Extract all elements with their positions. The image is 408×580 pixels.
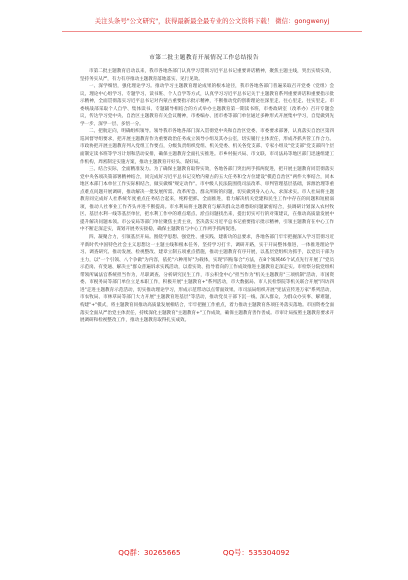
document-title: 市第二批主题教育开展情况工作总结报告	[149, 55, 259, 61]
paragraph-intro: 市第二批主题教育启动以来，我市各地各部门认真学习贯彻习近平总书记重要讲话精神，聚焦主题主线，突出实绩实效，坚持务实从严，有力有序推动主题教育落地落实、见行见效。	[80, 69, 334, 82]
qq-number-text: QQ号：535304092	[222, 548, 290, 557]
paragraph-section-1: 一、深学细悟，强化理论学习。推动学习主题教育理论成果的根本途径，我市各地各部门普遍采取召开党委（党组）会议、理论中心组学习、专题学习、读书班、个人自学等方式，认真学习习近平总书记关于主题教育系列重要讲话和重要指示批示精神，全面贯彻落实习近平总书记对内蒙古重要指示批示精神，不断推动党的创新理论往深里走、往心里走、往实里走。市委统战部采取个人自学、集体读书、专题辅导相结合的方式举办主题教育第一期读书班，市委政研室（改革办）召开专题会议，传达学习党中央、自治区主题教育有关会议精神，市委编办、团市委等部门单位通过多种形式开展集中学习，自觉做到先学一步、深学一层、多悟一分。	[80, 84, 334, 127]
banner-divider	[62, 31, 362, 32]
paragraph-section-4: 四、凝聚合力，引领基层开局。围绕学思想、强党性、重实践、建新功的总要求，各地各部门牢牢把握深入学习贯彻习近平新时代中国特色社会主义思想这一主题主线和根本任务，坚持学习打卡、调研开路，实干开局整体推进，一体推进理论学习、调查研究、推动发展、检视整改、建章立制五项重点措施，推动主题教育有序开展，以基层党组织为抓手，以党员干部为主力，以"一个引领、八个争做"为内容，依托"六种用好"为载体，实现"四贴靠合"方法，在8个领域46个试点先行开展了"党员示范岗、有变通、解决主"群众普遍诉求实践活动，以着实效、指导着向的工作成效推进主题教育走深走实。市检察分院党组织带领所属法官系统担当作为，尽职调查、分析研究民生工作，市公积金中心"担当作为"机关主题教育"三项机制"活动，市国资委、市税务局等部门单位立足本职工作，积极开展"主题教育+"系列活动，市大数据局、市人民检察院等机关联合开展"四访四进"走进主题教育示范活动，切实推动理论学习，形成示范带动以点带面效果。市司法局组织开展"宪法宣传进万家"系列活动，市农牧局、市林草局等部门大力开展"主题教育进基层"等活动，推动党员干部下沉一线、深入群众，为群众办实事、解难题，构建"+"模式，将主题教育同推动高质量发展相结合，牢牢把握工作重点，着力推动主题教育各项任务落实落地。市国资委全面落实全面从严治党主体责任，持续深化主题教育"主题教育+"工作成效，确保主题教育善作善成。市审计局按照主题教育要求开展调研和检视整改工作，推动主题教育取得扎实成效。	[80, 235, 334, 324]
document-body	[80, 68, 334, 538]
contact-footer	[0, 548, 408, 564]
paragraph-section-3: 三、结合实际，全面精准发力。为了确保主题教育取得实效，各地各部门突出两手抓两促进，把开展主题教育同贯彻落实党中央各项决策部署精神结合，同完成好习近平总书记交给内蒙古的五大任务和全方位建设"模范自治区"两件大事结合，同本地区本部门本单位工作实际相结合，做实做细"规定动作"。市中级人民法院围绕司法改革、审判管理基层基础，诉源治理等重点难点问题开展调研，推动解决一批发展所需、改革所急、群众所盼的问题，切实做到身入心入、求深求实。市人社局将主题教育同完成好人社系统年度重点任务结合起来，纯粹把抓、全面推进，着力解决机关党建和民生工作中存在的问题和短板弱项，推动人社事业工作齐头并进不断提高。市水利局将主题教育与解决群众急难愁盼问题紧密结合，扶调研计划深入农村牧区、基层水利一线等基层单位，把水利工作中的难点堵点、淤点问题找出来，提出切实可行的对策建议，在推动高质量发展中提升解决问题本领。市公安局等部门单位聚焦主责主业，坚决落实习近平总书记重要指示批示精神，引领主题教育在中心工作中不断走深走实，谋划开展务实接稳，确保主题教育与中心工作两手抓两促进。	[80, 167, 334, 233]
qq-group-text: QQ群：30265665	[118, 548, 181, 557]
paragraph-section-2: 二、把航定向，明确组织领导。领导我市各地各部门深入贯彻党中央和自治区党委、市委要求部署，认真落实自治区第四巡回督导组要求，把开展主题教育作为重要政治任务成立领导小组及其办公室，切实履行主体责任，形成齐抓共管工作合力。市政协把开展主题教育列入党组工作要点，分级负责组织党组、机关党委、机关各党支部、专家小组及"党支部"党支部四个层面制定读书班等学习计划和活动安排，确保主题教育全面扎实推进。市乡村振兴局、市文联、市司法局等地区部门迅速组建工作机构，周密制定实施方案，推动主题教育开好头、谋好局。	[80, 129, 334, 165]
promo-banner: 关注头条号"公文研究"，获得最新最全最专业的公文资料下载！ 微信：gongwenyj	[94, 17, 330, 25]
